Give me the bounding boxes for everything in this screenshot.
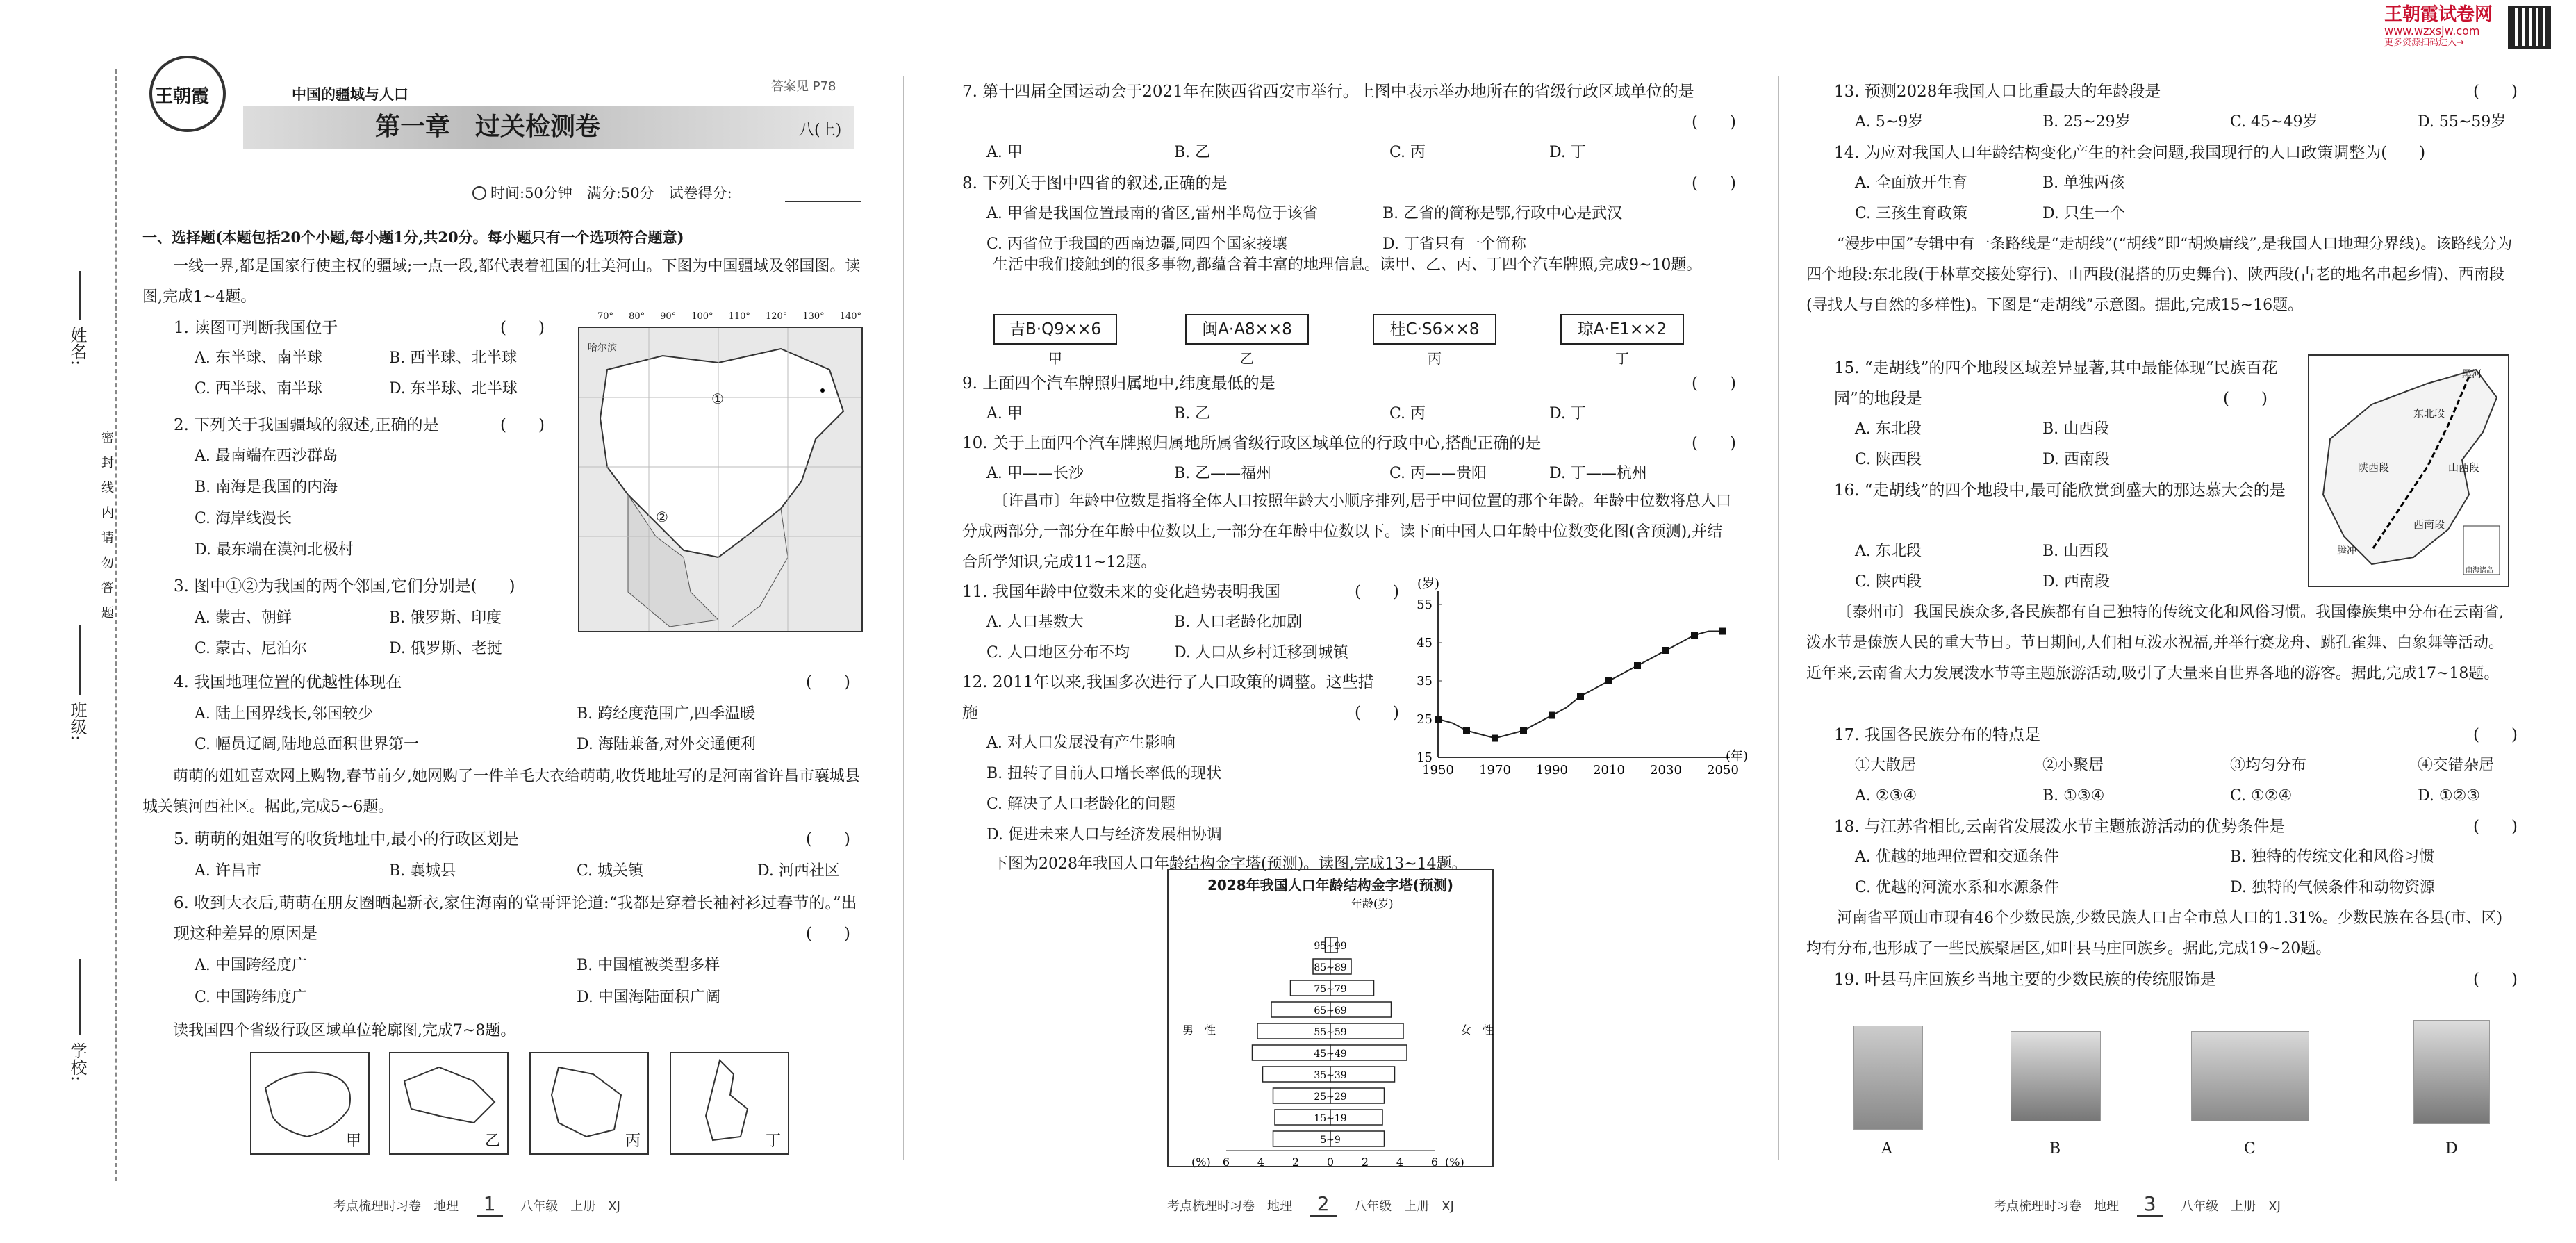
q6-option-d[interactable]: D. 中国海陆面积广阔 — [577, 989, 720, 1006]
q19-stem: 19. 叶县马庄回族乡当地主要的少数民族的传统服饰是 — [1834, 971, 2216, 989]
watermark-slogan: 更多资源扫码进入→ — [2384, 38, 2464, 48]
license-plate-jia: 吉B·Q9××6 — [993, 314, 1117, 345]
q15-blank: ( ) — [2223, 390, 2268, 408]
qr-code-icon — [2508, 6, 2551, 49]
q5-option-a[interactable]: A. 许昌市 — [195, 862, 261, 880]
q14-option-a[interactable]: A. 全面放开生育 — [1855, 174, 1967, 192]
map-label-2: ② — [656, 509, 668, 525]
lon-label: 120° — [765, 311, 788, 322]
costume-photo-a[interactable] — [1853, 1026, 1923, 1130]
y-unit-label: (岁) — [1417, 577, 1440, 591]
intro-9-10: 生活中我们接触到的很多事物,都蕴含着丰富的地理信息。读甲、乙、丙、丁四个汽车牌照,完成9~10题。 — [993, 256, 1702, 274]
q16-option-d[interactable]: D. 西南段 — [2042, 573, 2110, 591]
q9-option-d[interactable]: D. 丁 — [1549, 405, 1586, 422]
q17-item-3: ③均匀分布 — [2230, 757, 2307, 774]
q1-blank: ( ) — [500, 319, 545, 337]
huxian-label-heihe: 黑河 — [2462, 369, 2482, 380]
footer-left: 考点梳理时习卷 地理 — [1994, 1199, 2119, 1214]
q3-option-c[interactable]: C. 蒙古、尼泊尔 — [195, 640, 308, 657]
q9-blank: ( ) — [1692, 374, 1736, 393]
q12-blank: ( ) — [1355, 704, 1399, 722]
watermark-url: www.wzxsjw.com — [2384, 24, 2480, 38]
data-point — [1463, 727, 1470, 734]
costume-photo-d[interactable] — [2413, 1020, 2490, 1124]
q16-option-b[interactable]: B. 山西段 — [2042, 543, 2110, 560]
x-tick-label: 1990 — [1536, 763, 1568, 777]
footer-left: 考点梳理时习卷 地理 — [1167, 1199, 1292, 1214]
q9-option-c[interactable]: C. 丙 — [1389, 405, 1426, 422]
x-tick-label: 1970 — [1479, 763, 1511, 777]
q8-stem: 8. 下列关于图中四省的叙述,正确的是 — [962, 174, 1228, 192]
q18-stem: 18. 与江苏省相比,云南省发展泼水节主题旅游活动的优势条件是 — [1834, 818, 2286, 836]
hu-line-map — [2308, 354, 2509, 587]
q13-option-d[interactable]: D. 55~59岁 — [2418, 113, 2507, 131]
pyramid-x-unit-right: (%) — [1445, 1155, 1464, 1169]
plate-label-yi: 乙 — [1240, 350, 1254, 367]
q7-stem: 7. 第十四届全国运动会于2021年在陕西省西安市举行。上图中表示举办地所在的省级行政区域单位的是 — [962, 83, 1694, 101]
q12-option-b[interactable]: B. 扭转了目前人口增长率低的现状 — [986, 765, 1222, 782]
huxian-label-shaanxi: 陕西段 — [2358, 461, 2390, 474]
q3-option-a[interactable]: A. 蒙古、朝鲜 — [195, 609, 292, 627]
intro-7-8: 读我国四个省级行政区域单位轮廓图,完成7~8题。 — [173, 1022, 516, 1039]
page-number: 1 — [477, 1192, 503, 1217]
y-tick-label: 55 — [1417, 598, 1433, 612]
province-shape-bing — [529, 1052, 649, 1155]
q9-option-b[interactable]: B. 乙 — [1174, 405, 1211, 422]
q8-option-a[interactable]: A. 甲省是我国位置最南的省区,雷州半岛位于该省 — [986, 205, 1318, 222]
pyramid-age-label: 年龄(岁) — [1351, 897, 1394, 910]
q5-option-d[interactable]: D. 河西社区 — [757, 862, 840, 880]
q13-option-a[interactable]: A. 5~9岁 — [1855, 113, 1924, 131]
pyramid-female-label: 女 性 — [1460, 1023, 1494, 1037]
q14-option-b[interactable]: B. 单独两孩 — [2042, 174, 2125, 192]
age-group-label: 35~39 — [1314, 1070, 1347, 1081]
lon-label: 140° — [839, 311, 861, 322]
q11-option-d[interactable]: D. 人口从乡村迁移到城镇 — [1174, 644, 1348, 661]
q2-option-a[interactable]: A. 最南端在西沙群岛 — [195, 447, 338, 465]
q11-option-b[interactable]: B. 人口老龄化加剧 — [1174, 614, 1303, 631]
q8-option-c[interactable]: C. 丙省位于我国的西南边疆,同四个国家接壤 — [986, 236, 1288, 253]
q10-option-a[interactable]: A. 甲——长沙 — [986, 465, 1084, 482]
plate-label-ding: 丁 — [1615, 350, 1629, 367]
q6-option-c[interactable]: C. 中国跨纬度广 — [195, 989, 308, 1006]
pyramid-x-tick-label: 4 — [1396, 1155, 1404, 1169]
q7-option-b[interactable]: B. 乙 — [1174, 144, 1211, 161]
age-group-label: 75~79 — [1314, 984, 1347, 995]
q11-option-a[interactable]: A. 人口基数大 — [986, 614, 1084, 631]
license-plate-bing: 桂C·S6××8 — [1373, 314, 1496, 345]
map-label-1: ① — [711, 390, 724, 407]
footer-3 — [1994, 1192, 2281, 1217]
data-point — [1691, 632, 1698, 639]
lon-label: 100° — [691, 311, 713, 322]
province-label: 甲 — [345, 1133, 361, 1150]
map-label-harbin: 哈尔滨 — [588, 343, 617, 354]
q5-blank: ( ) — [806, 830, 850, 848]
q18-option-c[interactable]: C. 优越的河流水系和水源条件 — [1855, 879, 2060, 896]
answer-ref: 答案见 P78 — [771, 79, 836, 94]
y-tick-label: 45 — [1417, 636, 1433, 650]
data-point — [1719, 628, 1726, 635]
q4-option-d[interactable]: D. 海陆兼备,对外交通便利 — [577, 736, 756, 753]
score-field[interactable] — [785, 201, 861, 202]
data-point — [1492, 735, 1498, 742]
q2-option-d[interactable]: D. 最东端在漠河北极村 — [195, 541, 354, 559]
q17-option-d[interactable]: D. ①②③ — [2418, 787, 2481, 805]
huxian-label-dongbei: 东北段 — [2413, 407, 2445, 420]
x-tick-label: 2030 — [1650, 763, 1682, 777]
q18-option-d[interactable]: D. 独特的气候条件和动物资源 — [2230, 879, 2435, 896]
q17-item-2: ②小聚居 — [2042, 757, 2104, 774]
q18-option-a[interactable]: A. 优越的地理位置和交通条件 — [1855, 848, 2059, 866]
exam-info: 时间:50分钟 满分:50分 试卷得分: — [490, 185, 732, 201]
pyramid-x-tick-label: 0 — [1326, 1155, 1335, 1169]
q17-option-c[interactable]: C. ①②④ — [2230, 787, 2293, 805]
pyramid-male-label: 男 性 — [1182, 1023, 1216, 1037]
pyramid-x-tick-label: 2 — [1291, 1155, 1300, 1169]
data-point — [1435, 716, 1442, 723]
q4-option-b[interactable]: B. 跨经度范围广,四季温暖 — [577, 705, 756, 723]
q17-option-a[interactable]: A. ②③④ — [1855, 787, 1917, 805]
costume-photo-b[interactable] — [2011, 1031, 2101, 1121]
china-map-svg — [579, 328, 861, 631]
q11-option-c[interactable]: C. 人口地区分布不均 — [986, 644, 1130, 661]
watermark-site: 王朝霞试卷网 — [2384, 4, 2493, 25]
q8-blank: ( ) — [1692, 174, 1736, 192]
series-label: 中国的疆域与人口 — [292, 85, 408, 103]
age-group-label: 15~19 — [1314, 1113, 1347, 1124]
q7-option-a[interactable]: A. 甲 — [986, 144, 1023, 161]
q12-option-a[interactable]: A. 对人口发展没有产生影响 — [986, 734, 1175, 752]
median-age-line — [1438, 632, 1723, 739]
class-label: 班级: — [67, 702, 87, 741]
intro-15-16: “漫步中国”专辑中有一条路线是“走胡线”(“胡线”即“胡焕庸线”,是我国人口地理分界线)。该路线分为四个地段:东北段(于林草交接处穿行)、山西段(混搭的历史舞台)、陕西段(古老的地名串起乡情)、西南段(寻找人与自然的多样性)。下图是“走胡线”示意图。据此,完成15~16题。 — [1806, 236, 2513, 314]
age-group-label: 55~59 — [1314, 1027, 1347, 1038]
pyramid-x-tick-label: 6 — [1222, 1155, 1230, 1169]
age-group-label: 25~29 — [1314, 1092, 1347, 1103]
q3-option-b[interactable]: B. 俄罗斯、印度 — [389, 609, 502, 627]
footer-2 — [1167, 1192, 1454, 1217]
province-label: 丙 — [625, 1133, 641, 1150]
watermark — [2384, 4, 2502, 49]
costume-label-d: D — [2445, 1140, 2458, 1158]
footer-left: 考点梳理时习卷 地理 — [333, 1199, 459, 1214]
q17-option-b[interactable]: B. ①③④ — [2042, 787, 2105, 805]
x-unit-label: (年) — [1726, 749, 1749, 764]
pyramid-x-tick-label: 6 — [1430, 1155, 1439, 1169]
q17-stem: 17. 我国各民族分布的特点是 — [1834, 726, 2040, 744]
section-heading: 一、选择题(本题包括20个小题,每小题1分,共20分。每小题只有一个选项符合题意) — [142, 229, 684, 246]
population-pyramid — [1167, 869, 1494, 1167]
intro-5-6: 萌萌的姐姐喜欢网上购物,春节前夕,她网购了一件羊毛大衣给萌萌,收货地址写的是河南省许昌市襄城县城关镇河西社区。据此,完成5~6题。 — [142, 768, 860, 816]
lon-label: 80° — [629, 311, 645, 322]
data-point — [1577, 693, 1584, 700]
intro-1-4: 一线一界,都是国家行使主权的疆域;一点一段,都代表着祖国的壮美河山。下图为中国疆域及邻国图。读图,完成1~4题。 — [142, 258, 861, 306]
q8-option-b[interactable]: B. 乙省的简称是鄂,行政中心是武汉 — [1382, 205, 1623, 222]
x-tick-label: 2050 — [1707, 763, 1739, 777]
footer-right: 八年级 上册 XJ — [520, 1199, 620, 1214]
q13-option-b[interactable]: B. 25~29岁 — [2042, 113, 2131, 131]
age-group-label: 65~69 — [1314, 1005, 1347, 1016]
q2-stem: 2. 下列关于我国疆域的叙述,正确的是 — [174, 416, 439, 434]
intro-19-20: 河南省平顶山市现有46个少数民族,少数民族人口占全市总人口的1.31%。少数民族在各县(市、区)均有分布,也形成了一些民族聚居区,如叶县马庄回族乡。据此,完成19~20题。 — [1806, 909, 2503, 957]
q2-blank: ( ) — [500, 416, 545, 434]
lon-label: 90° — [660, 311, 677, 322]
q11-stem: 11. 我国年龄中位数未来的变化趋势表明我国 — [962, 583, 1280, 601]
q15-option-c[interactable]: C. 陕西段 — [1855, 451, 1922, 468]
q15-option-b[interactable]: B. 山西段 — [2042, 420, 2110, 438]
q5-stem: 5. 萌萌的姐姐写的收货地址中,最小的行政区划是 — [174, 830, 519, 848]
huxian-label-xinan: 西南段 — [2413, 518, 2445, 531]
school-label: 学校: — [67, 1042, 87, 1082]
license-plate-yi: 闽A·A8××8 — [1185, 314, 1309, 345]
clock-icon — [472, 186, 486, 200]
province-label: 丁 — [765, 1133, 781, 1150]
q6-option-a[interactable]: A. 中国跨经度广 — [195, 957, 307, 974]
intro-11-12: 〔许昌市〕年龄中位数是指将全体人口按照年龄大小顺序排列,居于中间位置的那个年龄。年龄中位数将总人口分成两部分,一部分在年龄中位数以上,一部分在年龄中位数以下。读下面中国人口年龄中位数变化图(含预测),并结合所学知识,完成11~12题。 — [962, 493, 1731, 571]
lon-label: 70° — [597, 311, 614, 322]
x-tick-label: 2010 — [1593, 763, 1625, 777]
age-group-label: 85~89 — [1314, 962, 1347, 973]
x-tick-label: 1950 — [1422, 763, 1454, 777]
q11-blank: ( ) — [1355, 583, 1399, 601]
map-longitude-labels — [597, 311, 861, 322]
lon-label: 130° — [802, 311, 825, 322]
pyramid-x-unit-left: (%) — [1191, 1155, 1211, 1169]
q16-option-c[interactable]: C. 陕西段 — [1855, 573, 1922, 591]
logo-text: 王朝霞 — [155, 86, 210, 107]
student-name-label: 姓名: — [67, 327, 87, 366]
q4-blank: ( ) — [806, 673, 850, 691]
costume-label-c: C — [2244, 1140, 2256, 1158]
q9-stem: 9. 上面四个汽车牌照归属地中,纬度最低的是 — [962, 374, 1275, 393]
page-number: 3 — [2137, 1192, 2163, 1217]
q16-option-a[interactable]: A. 东北段 — [1855, 543, 1922, 560]
q2-option-c[interactable]: C. 海岸线漫长 — [195, 510, 292, 527]
plate-label-jia: 甲 — [1048, 350, 1062, 367]
q9-option-a[interactable]: A. 甲 — [986, 405, 1023, 422]
q1-stem: 1. 读图可判断我国位于 — [174, 319, 338, 337]
plate-label-bing: 丙 — [1428, 350, 1442, 367]
page-title: 第一章 过关检测卷 — [375, 113, 601, 141]
q1-option-d[interactable]: D. 东半球、北半球 — [389, 380, 518, 397]
q5-option-c[interactable]: C. 城关镇 — [577, 862, 644, 880]
q1-option-a[interactable]: A. 东半球、南半球 — [195, 349, 322, 367]
q10-blank: ( ) — [1692, 434, 1736, 452]
data-point — [1605, 677, 1612, 684]
q10-option-d[interactable]: D. 丁——杭州 — [1549, 465, 1647, 482]
q15-stem: 15. “走胡线”的四个地段区域差异显著,其中最能体现“民族百花园”的地段是 — [1834, 359, 2278, 408]
q4-option-a[interactable]: A. 陆上国界线长,邻国较少 — [195, 705, 373, 723]
page-number: 2 — [1310, 1192, 1337, 1217]
y-tick-label: 35 — [1417, 674, 1433, 689]
age-group-label: 5~9 — [1320, 1135, 1341, 1146]
q14-option-d[interactable]: D. 只生一个 — [2042, 205, 2125, 222]
q10-option-c[interactable]: C. 丙——贵阳 — [1389, 465, 1487, 482]
costume-label-b: B — [2049, 1140, 2061, 1158]
q10-option-b[interactable]: B. 乙——福州 — [1174, 465, 1272, 482]
q7-option-d[interactable]: D. 丁 — [1549, 144, 1586, 161]
license-plate-ding: 琼A·E1××2 — [1560, 314, 1684, 345]
huxian-label-tengchong: 腾冲 — [2337, 545, 2356, 557]
q8-option-d[interactable]: D. 丁省只有一个简称 — [1382, 236, 1526, 253]
province-shape-yi — [389, 1052, 509, 1155]
intro-17-18: 〔泰州市〕我国民族众多,各民族都有自己独特的传统文化和风俗习惯。我国傣族集中分布在云南省,泼水节是傣族人民的重大节日。节日期间,人们相互泼水祝福,并举行赛龙舟、跳孔雀舞、白象舞等活动。近年来,云南省大力发展泼水节等主题旅游活动,吸引了大量来自世界各地的游客。据此,完成17~18题。 — [1806, 604, 2504, 682]
q12-stem: 12. 2011年以来,我国多次进行了人口政策的调整。这些措施 — [962, 673, 1374, 722]
q15-option-d[interactable]: D. 西南段 — [2042, 451, 2110, 468]
q16-stem: 16. “走胡线”的四个地段中,最可能欣赏到盛大的那达慕大会的是 — [1834, 481, 2286, 500]
data-point — [1634, 662, 1641, 669]
q13-blank: ( ) — [2473, 83, 2518, 101]
student-name-field[interactable] — [79, 271, 81, 320]
age-group-label: 45~49 — [1314, 1048, 1347, 1060]
school-field[interactable] — [79, 959, 81, 1035]
footer-1 — [333, 1192, 620, 1217]
huxian-label-inset: 南海诸岛 — [2466, 567, 2493, 575]
q3-stem: 3. 图中①②为我国的两个邻国,它们分别是( ) — [174, 577, 515, 595]
q6-option-b[interactable]: B. 中国植被类型多样 — [577, 957, 720, 974]
data-point — [1549, 712, 1555, 719]
china-neighbors-map — [578, 327, 863, 632]
pyramid-svg — [1169, 895, 1494, 1169]
median-age-chart-svg — [1396, 577, 1749, 785]
footer-right: 八年级 上册 XJ — [2181, 1199, 2281, 1214]
q17-item-4: ④交错杂居 — [2418, 757, 2495, 774]
q19-blank: ( ) — [2473, 971, 2518, 989]
q12-option-d[interactable]: D. 促进未来人口与经济发展相协调 — [986, 826, 1222, 843]
q7-blank: ( ) — [1692, 113, 1736, 131]
y-tick-label: 15 — [1417, 750, 1433, 765]
pyramid-x-tick-label: 4 — [1257, 1155, 1265, 1169]
age-group-label: 95~99 — [1314, 941, 1347, 952]
q7-option-c[interactable]: C. 丙 — [1389, 144, 1426, 161]
data-point — [1662, 647, 1669, 654]
q17-item-1: ①大散居 — [1855, 757, 1917, 774]
q1-option-b[interactable]: B. 西半球、北半球 — [389, 349, 518, 367]
q2-option-b[interactable]: B. 南海是我国的内海 — [195, 479, 338, 496]
huxian-label-shanxi: 山西段 — [2448, 461, 2480, 474]
q5-option-b[interactable]: B. 襄城县 — [389, 862, 456, 880]
q17-blank: ( ) — [2473, 726, 2518, 744]
province-label: 乙 — [484, 1133, 500, 1150]
q15-option-a[interactable]: A. 东北段 — [1855, 420, 1922, 438]
intro-13-14: 下图为2028年我国人口年龄结构金字塔(预测)。读图,完成13~14题。 — [993, 855, 1467, 873]
q6-blank: ( ) — [806, 925, 850, 943]
median-age-chart — [1396, 577, 1749, 785]
q18-blank: ( ) — [2473, 818, 2518, 836]
pyramid-x-tick-label: 2 — [1361, 1155, 1369, 1169]
costume-label-a: A — [1881, 1140, 1892, 1158]
q4-option-c[interactable]: C. 幅员辽阔,陆地总面积世界第一 — [195, 736, 420, 753]
q13-stem: 13. 预测2028年我国人口比重最大的年龄段是 — [1834, 83, 2161, 101]
logo — [142, 42, 254, 139]
grade-label: 八(上) — [799, 122, 842, 139]
q14-option-c[interactable]: C. 三孩生育政策 — [1855, 205, 1968, 222]
q14-stem: 14. 为应对我国人口年龄结构变化产生的社会问题,我国现行的人口政策调整为( ) — [1834, 144, 2426, 162]
costume-photo-c[interactable] — [2191, 1031, 2309, 1121]
q6-stem: 6. 收到大衣后,萌萌在朋友圈晒起新衣,家住海南的堂哥评论道:“我都是穿着长袖衬衫过春节的。”出现这种差异的原因是 — [174, 894, 857, 943]
seal-line-text: 密 封 线 内 请 勿 答 题 — [97, 431, 115, 618]
q10-stem: 10. 关于上面四个汽车牌照归属地所属省级行政区域单位的行政中心,搭配正确的是 — [962, 434, 1542, 452]
data-point — [1520, 727, 1527, 734]
q3-option-d[interactable]: D. 俄罗斯、老挝 — [389, 640, 502, 657]
q4-stem: 4. 我国地理位置的优越性体现在 — [174, 673, 402, 691]
q13-option-c[interactable]: C. 45~49岁 — [2230, 113, 2318, 131]
y-tick-label: 25 — [1417, 712, 1433, 727]
province-shape-ding — [670, 1052, 789, 1155]
q12-option-c[interactable]: C. 解决了人口老龄化的问题 — [986, 796, 1176, 813]
footer-right: 八年级 上册 XJ — [1354, 1199, 1454, 1214]
lon-label: 110° — [728, 311, 750, 322]
q1-option-c[interactable]: C. 西半球、南半球 — [195, 380, 323, 397]
q18-option-b[interactable]: B. 独特的传统文化和风俗习惯 — [2230, 848, 2435, 866]
province-shape-jia — [250, 1052, 370, 1155]
class-field[interactable] — [79, 625, 81, 695]
pyramid-title: 2028年我国人口年龄结构金字塔(预测) — [1207, 877, 1453, 894]
